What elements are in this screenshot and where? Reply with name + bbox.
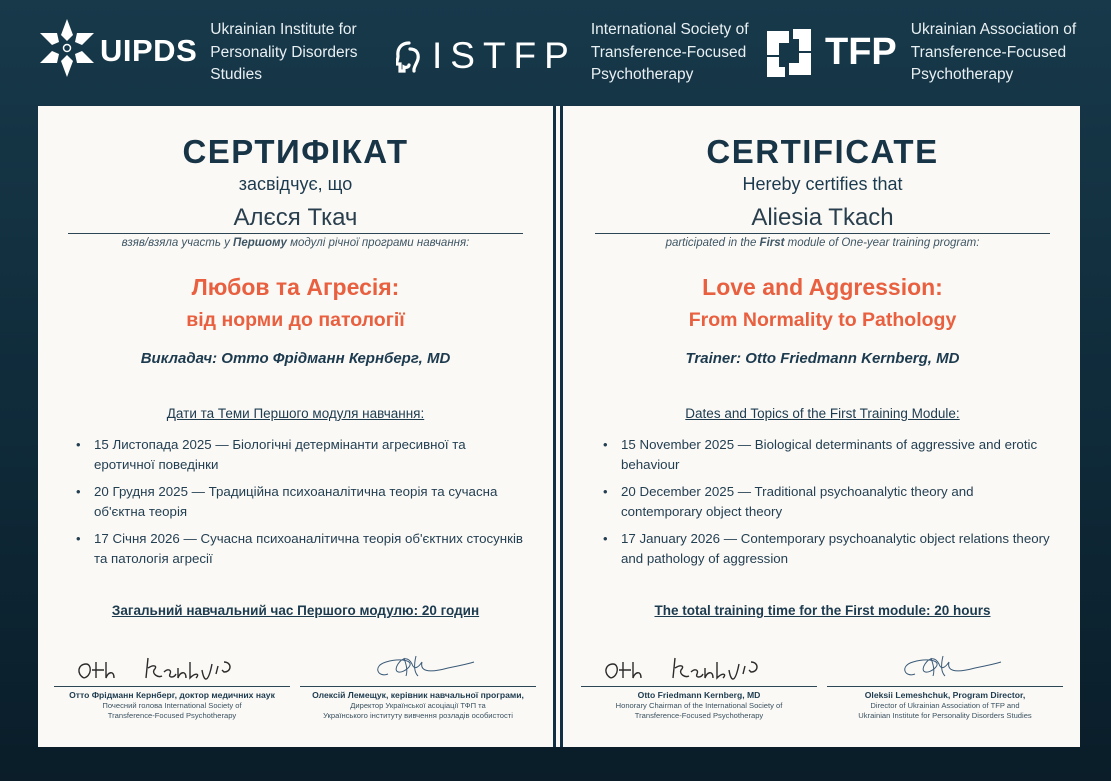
list-item: • 17 Січня 2026 — Сучасна психоаналітична теорія об'єктних стосунків та патологія агресії	[76, 531, 523, 566]
signature-lemeshchuk	[308, 644, 528, 684]
tfp-logo	[763, 19, 1076, 87]
signature-block-lemeshchuk	[300, 644, 536, 721]
signature-line	[54, 686, 290, 687]
course-title: Любов та Агресія:	[191, 274, 400, 300]
list-item: • 17 January 2026 — Contemporary psychoanalytic object relations theory and pathology of aggression	[603, 531, 1050, 566]
trainer-name: Trainer: Otto Friedmann Kernberg, MD	[685, 350, 960, 367]
course-subtitle: From Normality to Pathology	[688, 309, 957, 331]
list-item: • 20 Грудня 2025 — Традиційна психоаналітична теорія та сучасна об'єктна теорія	[76, 484, 498, 519]
participation-text: взяв/взяла участь у Першому модулі річної програми навчання:	[121, 237, 470, 249]
signature-kernberg	[62, 644, 282, 684]
signature-line	[300, 686, 536, 687]
recipient-name: Алєся Ткач	[233, 204, 358, 231]
tfp-abbr: TFP	[825, 31, 897, 73]
signature-block-lemeshchuk	[827, 644, 1063, 721]
dates-heading: Дати та Теми Першого модуля навчання:	[166, 406, 425, 421]
signatory-role: Honorary Chairman of the International Society of Transference-Focused Psychotherapy	[615, 701, 783, 720]
certificate-subtitle: засвідчує, що	[238, 174, 353, 194]
topics-list	[76, 435, 525, 576]
tfp-description: Ukrainian Association of Transference-Focused Psychotherapy	[910, 21, 1077, 83]
signatory-name: Otto Friedmann Kernberg, MD	[637, 690, 761, 700]
total-hours: Загальний навчальний час Першого модулю: 20 годин	[111, 603, 480, 618]
signatory-role: Director of Ukrainian Association of TFP and Ukrainian Institute for Personality Disorders Studies	[858, 701, 1032, 720]
signature-block-kernberg	[54, 644, 290, 721]
signature-line	[827, 686, 1063, 687]
certificate-title: СЕРТИФІКАТ	[182, 133, 409, 170]
trainer-name: Викладач: Отто Фрідманн Кернберг, MD	[140, 350, 451, 367]
istfp-description: International Society of Transference-Focused Psychotherapy	[590, 21, 749, 83]
certificate-ukrainian	[38, 106, 553, 747]
participation-text: participated in the First module of One-year training program:	[665, 237, 980, 249]
list-item: • 15 Листопада 2025 — Біологічні детермінанти агресивної та еротичної поведінки	[76, 437, 466, 472]
certificate-subtitle: Hereby certifies that	[742, 174, 903, 194]
signature-line	[581, 686, 817, 687]
istfp-abbr: ISTFP	[432, 35, 577, 76]
signature-kernberg	[589, 644, 809, 684]
course-title: Love and Aggression:	[702, 274, 943, 300]
dates-heading: Dates and Topics of the First Training Module:	[685, 406, 960, 421]
head-profile-icon	[396, 19, 422, 86]
certificate-title: CERTIFICATE	[706, 133, 939, 170]
recipient-name: Aliesia Tkach	[751, 204, 894, 231]
name-underline	[595, 233, 1050, 234]
uipds-abbr: UIPDS	[100, 33, 198, 68]
signature-lemeshchuk	[835, 644, 1055, 684]
interlocking-shapes-icon	[763, 19, 815, 86]
signatory-name: Отто Фрідманн Кернберг, доктор медичних наук	[69, 690, 275, 700]
list-item: • 15 November 2025 — Biological determinants of aggressive and erotic behaviour	[603, 437, 1038, 472]
center-divider	[560, 106, 563, 747]
star-burst-icon	[40, 19, 94, 82]
center-divider	[553, 106, 556, 747]
signatory-name: Oleksii Lemeshchuk, Program Director,	[864, 690, 1026, 700]
topics-list	[603, 435, 1052, 576]
signatory-role: Директор Української асоціації ТФП та Українського інституту вивчення розладів особистості	[323, 701, 513, 720]
signatory-name: Олексій Лемещук, керівник навчальної програми,	[312, 690, 524, 700]
course-subtitle: від норми до патології	[186, 309, 405, 331]
uipds-description: Ukrainian Institute for Personality Disorders Studies	[210, 21, 358, 83]
list-item: • 20 December 2025 — Traditional psychoanalytic theory and contemporary object theory	[603, 484, 974, 519]
istfp-logo	[396, 19, 749, 87]
signature-block-kernberg	[581, 644, 817, 721]
total-hours: The total training time for the First module: 20 hours	[654, 603, 991, 618]
name-underline	[68, 233, 523, 234]
signatory-role: Почесний голова International Society of Transference-Focused Psychotherapy	[102, 701, 242, 720]
uipds-logo	[40, 19, 358, 87]
certificate-english	[565, 106, 1080, 747]
certificate-sheet	[38, 106, 1080, 747]
